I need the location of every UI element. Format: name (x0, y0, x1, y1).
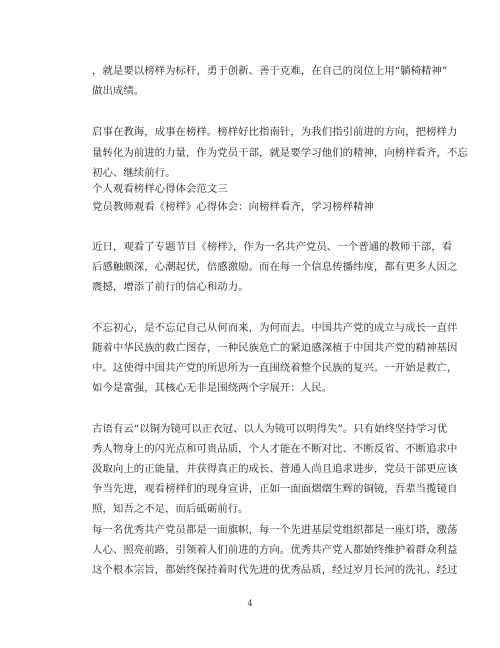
text-line: 随着中华民族的救亡图存，一种民族危亡的紧迫感深植于中国共产党的精神基因 (92, 342, 458, 354)
text-line: 每一名优秀共产党员都是一面旗帜，每一个先进基层党组织都是一座灯塔，激荡 (92, 524, 458, 536)
text-line: 争当先进，观看榜样们的现身宣讲，正如一面面熠熠生辉的铜镜，吾辈当揽镜自 (92, 483, 458, 495)
text-line: 不忘初心，是不忘记自己从何而来，为何而去。中国共产党的成立与成长一直伴 (92, 322, 458, 334)
text-line: ，就是要以榜样为标杆，勇于创新、善于克难，在自己的岗位上用“躺椅精神” (92, 65, 448, 77)
text-line: 这个根本宗旨，都始终保持着时代先进的优秀品质，经过岁月长河的洗礼、经过 (92, 564, 458, 576)
text-line: 启事在教诲，成事在榜样。榜样好比指南针，为我们指引前进的方向，把榜样力 (92, 126, 458, 138)
text-line: 人心、照亮前路，引领着人们前进的方向。优秀共产党人都始终维护着群众利益 (92, 544, 458, 556)
text-line: 古语有云“以铜为镜可以正衣冠、以人为镜可以明得失”。只有始终坚持学习优 (92, 423, 448, 435)
text-line: 初心、继续前行。 (92, 167, 176, 179)
text-line: 汲取向上的正能量，并获得真正的成长、普通人尚且追求进步，党员干部更应该 (92, 463, 458, 475)
text-line: 震撼，增添了前行的信心和动力。 (92, 281, 249, 293)
section-heading: 个人观看榜样心得体会范文三 (92, 183, 228, 195)
text-line: 做出成绩。 (92, 85, 145, 97)
text-line: 中。这使得中国共产党的所思所为一直围绕着整个民族的复兴。一开始是救亡， (92, 362, 458, 374)
text-line: 后感触颇深，心潮起伏，倍感激励。而在每一个信息传播纬度，都有更多人因之 (92, 261, 458, 273)
article-title: 党员教师观看《榜样》心得体会：向榜样看齐，学习榜样精神 (92, 201, 374, 213)
text-line: 照，知吾之不足，而后砥砺前行。 (92, 503, 249, 515)
text-line: 秀人物身上的闪光点和可贵品质，个人才能在不断对比、不断反省、不断追求中 (92, 443, 458, 455)
page-number: 4 (247, 599, 253, 608)
text-line: 量转化为前进的力量，作为党员干部，就是要学习他们的精神，向榜样看齐，不忘 (92, 147, 468, 159)
text-line: 如今是富强，其核心无非是围绕两个字展开：人民。 (92, 382, 333, 394)
text-line: 近日，观看了专题节目《榜样》，作为一名共产党员、一个普通的教师干部，看 (92, 241, 453, 253)
